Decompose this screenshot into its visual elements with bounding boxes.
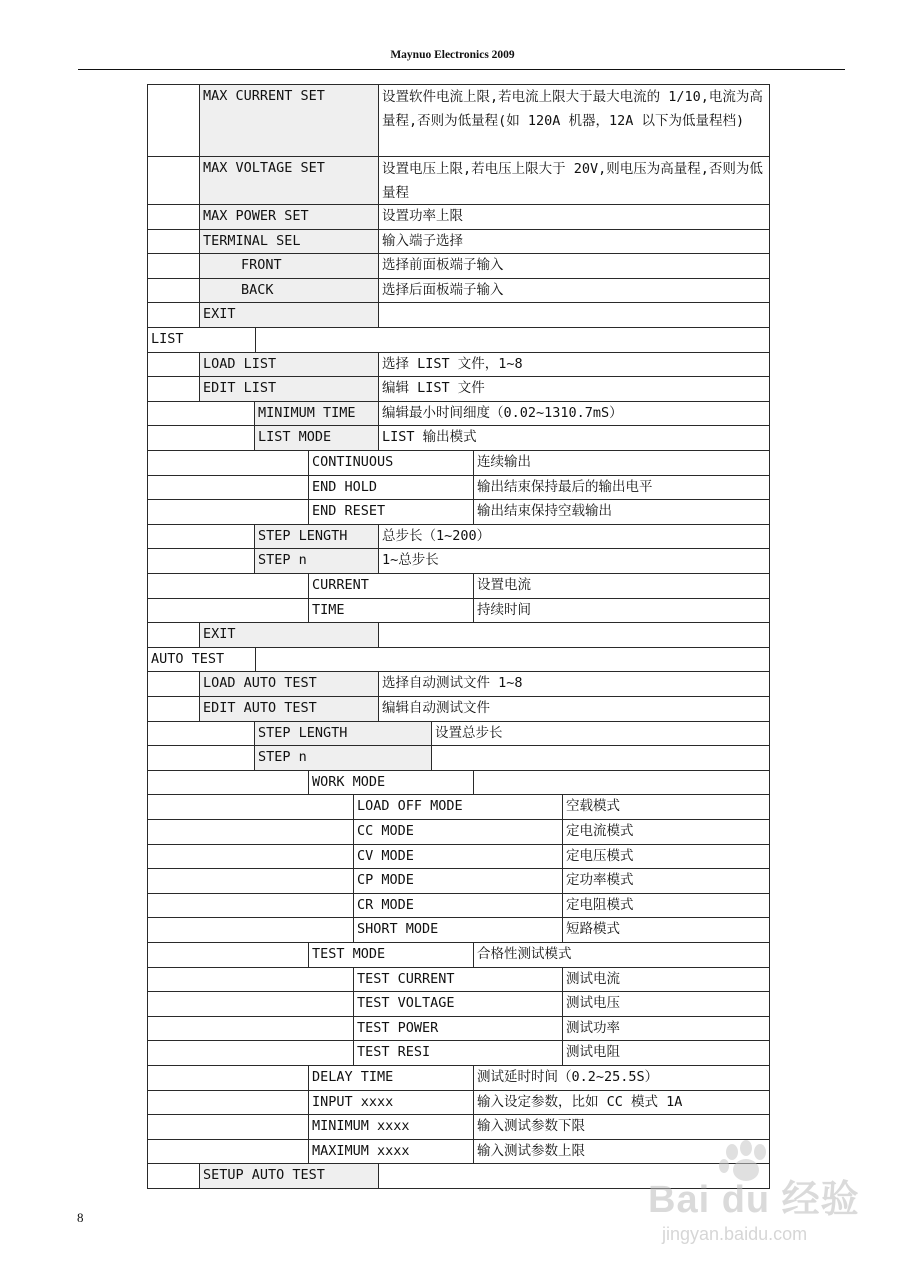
setting-key: LIST [147, 327, 256, 353]
indent-cell [147, 745, 255, 771]
setting-key: EDIT AUTO TEST [199, 696, 379, 722]
indent-cell [147, 868, 354, 894]
setting-key: CV MODE [353, 844, 563, 869]
setting-key: LOAD OFF MODE [353, 794, 563, 820]
indent-cell [147, 524, 255, 549]
setting-key: BACK [199, 278, 379, 303]
setting-description: 测试功率 [562, 1016, 770, 1041]
setting-description: 测试电阻 [562, 1040, 770, 1066]
setting-key: END RESET [308, 499, 474, 525]
setting-description: 选择 LIST 文件，1~8 [378, 352, 770, 377]
setting-key: WORK MODE [308, 770, 474, 795]
indent-cell [147, 1139, 309, 1164]
setting-key: END HOLD [308, 475, 474, 500]
indent-cell [147, 819, 354, 845]
indent-cell [147, 622, 200, 648]
indent-cell [147, 844, 354, 869]
setting-description: 编辑自动测试文件 [378, 696, 770, 722]
setting-key: MINIMUM TIME [254, 401, 379, 426]
setting-key: STEP LENGTH [254, 524, 379, 549]
indent-cell [147, 425, 255, 451]
setting-description: 输入测试参数下限 [473, 1114, 770, 1140]
setting-key: TEST VOLTAGE [353, 991, 563, 1017]
setting-key: TIME [308, 598, 474, 623]
indent-cell [147, 84, 200, 157]
setting-description: 定电压模式 [562, 844, 770, 869]
setting-key: STEP n [254, 548, 379, 574]
setting-key: LOAD AUTO TEST [199, 671, 379, 697]
indent-cell [147, 156, 200, 205]
setting-key: MAX VOLTAGE SET [199, 156, 379, 205]
indent-cell [147, 598, 309, 623]
indent-cell [147, 1090, 309, 1115]
setting-key: TERMINAL SEL [199, 229, 379, 254]
setting-key: CR MODE [353, 893, 563, 918]
indent-cell [147, 696, 200, 722]
setting-key: SETUP AUTO TEST [199, 1163, 379, 1189]
setting-description: 输入设定参数，比如 CC 模式 1A [473, 1090, 770, 1115]
setting-key: CC MODE [353, 819, 563, 845]
page-number: 8 [77, 1210, 84, 1225]
page-header-title: Maynuo Electronics 2009 [390, 49, 515, 61]
indent-cell [147, 1163, 200, 1189]
setting-description: 设置电流 [473, 573, 770, 599]
indent-cell [147, 1114, 309, 1140]
indent-cell [147, 991, 354, 1017]
setting-key: INPUT xxxx [308, 1090, 474, 1115]
baidu-watermark [640, 1140, 870, 1270]
indent-cell [147, 1065, 309, 1091]
watermark-brand: Bai du 经验 [648, 1179, 860, 1221]
setting-key: FRONT [199, 253, 379, 279]
indent-cell [147, 671, 200, 697]
setting-description: 测试延时时间（0.2~25.5S） [473, 1065, 770, 1091]
setting-key: DELAY TIME [308, 1065, 474, 1091]
indent-cell [147, 1016, 354, 1041]
setting-key: TEST MODE [308, 942, 474, 968]
setting-description: 测试电压 [562, 991, 770, 1017]
setting-key: STEP n [254, 745, 432, 771]
setting-description: LIST 输出模式 [378, 425, 770, 451]
setting-description: 总步长（1~200） [378, 524, 770, 549]
setting-description: 定电流模式 [562, 819, 770, 845]
setting-description: 1~总步长 [378, 548, 770, 574]
setting-description: 输入端子选择 [378, 229, 770, 254]
setting-description [378, 622, 770, 648]
indent-cell [147, 229, 200, 254]
setting-key: TEST CURRENT [353, 967, 563, 992]
indent-cell [147, 475, 309, 500]
setting-description: 连续输出 [473, 450, 770, 476]
setting-key: MAX POWER SET [199, 204, 379, 230]
indent-cell [147, 794, 354, 820]
setting-description [255, 327, 770, 353]
setting-key: MINIMUM xxxx [308, 1114, 474, 1140]
setting-description: 选择后面板端子输入 [378, 278, 770, 303]
setting-description: 编辑 LIST 文件 [378, 376, 770, 402]
setting-description: 设置软件电流上限,若电流上限大于最大电流的 1/10,电流为高量程,否则为低量程(如 120A 机器，12A 以下为低量程档) [378, 84, 770, 157]
indent-cell [147, 967, 354, 992]
indent-cell [147, 721, 255, 746]
setting-description: 空载模式 [562, 794, 770, 820]
setting-key: LOAD LIST [199, 352, 379, 377]
setting-key: CP MODE [353, 868, 563, 894]
setting-description: 输出结束保持空载输出 [473, 499, 770, 525]
indent-cell [147, 942, 309, 968]
indent-cell [147, 352, 200, 377]
setting-key: MAX CURRENT SET [199, 84, 379, 157]
setting-description: 输出结束保持最后的输出电平 [473, 475, 770, 500]
setting-description: 持续时间 [473, 598, 770, 623]
setting-description: 合格性测试模式 [473, 942, 770, 968]
indent-cell [147, 1040, 354, 1066]
setting-description: 选择前面板端子输入 [378, 253, 770, 279]
indent-cell [147, 253, 200, 279]
setting-key: SHORT MODE [353, 917, 563, 943]
indent-cell [147, 450, 309, 476]
indent-cell [147, 278, 200, 303]
setting-key: EXIT [199, 302, 379, 328]
setting-description: 输入测试参数上限 [473, 1139, 770, 1164]
setting-key: TEST RESI [353, 1040, 563, 1066]
setting-description: 设置电压上限,若电压上限大于 20V,则电压为高量程,否则为低量程 [378, 156, 770, 205]
indent-cell [147, 401, 255, 426]
indent-cell [147, 204, 200, 230]
setting-description: 测试电流 [562, 967, 770, 992]
setting-description: 短路模式 [562, 917, 770, 943]
setting-description: 选择自动测试文件 1~8 [378, 671, 770, 697]
indent-cell [147, 770, 309, 795]
setting-description: 定电阻模式 [562, 893, 770, 918]
setting-key: EXIT [199, 622, 379, 648]
setting-description: 设置功率上限 [378, 204, 770, 230]
setting-key: CONTINUOUS [308, 450, 474, 476]
setting-key: AUTO TEST [147, 647, 256, 672]
setting-key: TEST POWER [353, 1016, 563, 1041]
indent-cell [147, 302, 200, 328]
indent-cell [147, 499, 309, 525]
indent-cell [147, 548, 255, 574]
setting-description: 编辑最小时间细度（0.02~1310.7mS） [378, 401, 770, 426]
setting-key: LIST MODE [254, 425, 379, 451]
setting-key: MAXIMUM xxxx [308, 1139, 474, 1164]
setting-description: 设置总步长 [431, 721, 770, 746]
setting-key: CURRENT [308, 573, 474, 599]
setting-description [431, 745, 770, 771]
indent-cell [147, 917, 354, 943]
setting-description [378, 302, 770, 328]
setting-description: 定功率模式 [562, 868, 770, 894]
watermark-url: jingyan.baidu.com [662, 1224, 808, 1244]
setting-description [255, 647, 770, 672]
indent-cell [147, 376, 200, 402]
indent-cell [147, 893, 354, 918]
setting-key: EDIT LIST [199, 376, 379, 402]
setting-key: STEP LENGTH [254, 721, 432, 746]
setting-description [473, 770, 770, 795]
indent-cell [147, 573, 309, 599]
